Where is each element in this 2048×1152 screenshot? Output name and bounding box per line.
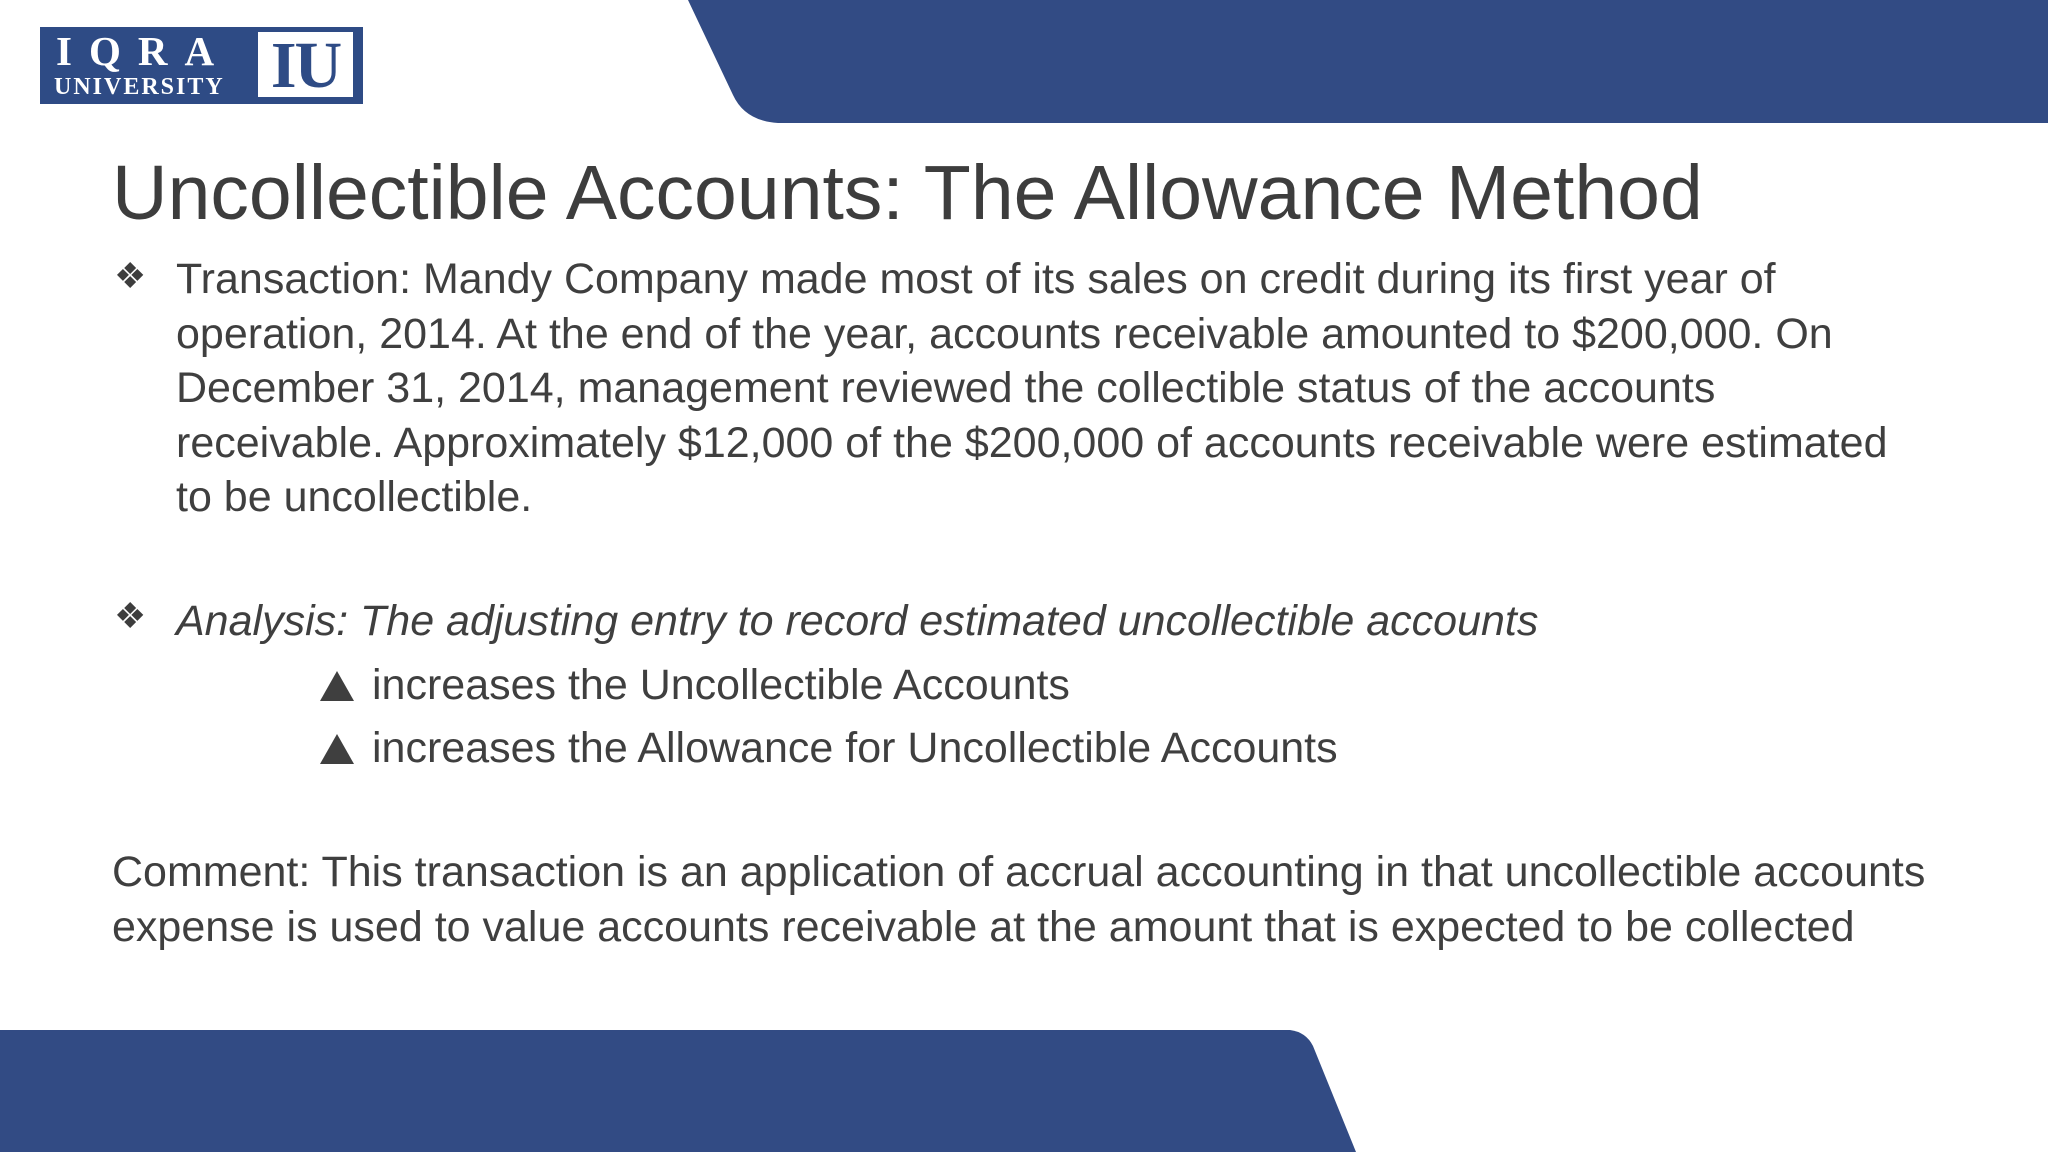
analysis-item-label: increases the Uncollectible Accounts — [372, 661, 1070, 709]
slide-title: Uncollectible Accounts: The Allowance Method — [112, 150, 1703, 236]
transaction-text: Transaction: Mandy Company made most of its sales on credit during its first year of operation, 2014. At the end of the year, accounts receivable amounted to $200,000. On December 31, 2014, management reviewed the collectible status of the accounts receivable. Approximately $12,000 of the $200,000 of accounts receivable were estimated to be uncollectible. — [176, 255, 1888, 521]
bottom-decorative-band — [0, 1030, 1356, 1152]
comment-text: Comment: This transaction is an application of accrual accounting in that uncollectible accounts expense is used to value accounts receivable at the amount that is expected to be collected — [112, 848, 1926, 951]
logo-mark: IU — [270, 29, 341, 102]
analysis-text: Analysis: The adjusting entry to record estimated uncollectible accounts — [176, 597, 1539, 645]
logo-wordmark: IQRA — [56, 28, 232, 74]
iqra-university-logo — [40, 27, 363, 104]
analysis-item-label: increases the Allowance for Uncollectible Accounts — [372, 724, 1338, 772]
diamond-bullet-icon: ❖ — [114, 595, 147, 636]
diamond-bullet-icon: ❖ — [114, 255, 147, 296]
triangle-up-icon — [320, 734, 354, 764]
analysis-item — [320, 658, 1070, 712]
logo-mark-box — [258, 29, 353, 102]
logo-subtitle: UNIVERSITY — [54, 74, 225, 100]
analysis-item — [320, 721, 1338, 775]
triangle-up-icon — [320, 671, 354, 701]
